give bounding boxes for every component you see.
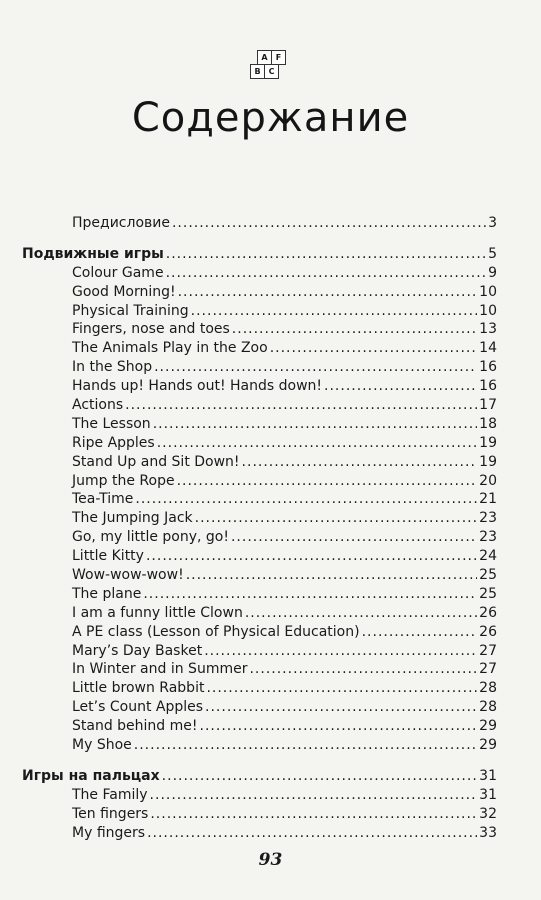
toc-entry-label: In the Shop (72, 359, 153, 376)
toc-entry (22, 824, 497, 843)
dot-leader (324, 377, 477, 396)
toc-section-heading (22, 767, 497, 786)
toc-entry (22, 415, 497, 434)
toc-page-number: 20 (479, 472, 497, 489)
abc-blocks-logo (247, 50, 281, 82)
toc-entry-label: Stand behind me! (72, 718, 198, 735)
toc-entry (22, 604, 497, 623)
logo-block: C (264, 64, 279, 79)
toc-page-number: 13 (479, 321, 497, 338)
toc-entry (22, 566, 497, 585)
dot-leader (166, 264, 487, 283)
dot-leader (200, 717, 478, 736)
toc-entry (22, 623, 497, 642)
dot-leader (153, 415, 477, 434)
toc-entry-label: Let’s Count Apples (72, 699, 204, 716)
toc-entry-label: The Lesson (72, 415, 151, 432)
toc-entry-label: Actions (72, 397, 124, 414)
toc-entry (22, 358, 497, 377)
toc-entry (22, 547, 497, 566)
toc-entry (22, 377, 497, 396)
toc-page-number: 27 (479, 642, 497, 659)
toc-entry-label: Ripe Apples (72, 434, 155, 451)
dot-leader (134, 736, 477, 755)
dot-leader (166, 245, 486, 264)
dot-leader (143, 585, 477, 604)
toc-entry (22, 453, 497, 472)
toc-entry (22, 736, 497, 755)
toc-page-number: 19 (479, 434, 497, 451)
toc-entry (22, 509, 497, 528)
toc-page-number: 29 (479, 737, 497, 754)
toc-page-number: 28 (479, 680, 497, 697)
dot-leader (242, 453, 478, 472)
toc-entry-label: The plane (72, 585, 142, 602)
dot-leader (204, 642, 477, 661)
toc-entry-label: Good Morning! (72, 283, 176, 300)
dot-leader (186, 566, 477, 585)
toc-entry-label: My Shoe (72, 737, 132, 754)
dot-leader (205, 698, 477, 717)
toc-entry (22, 585, 497, 604)
toc-entry (22, 528, 497, 547)
toc-page-number: 5 (488, 245, 497, 262)
toc-entry-label: Little brown Rabbit (72, 680, 205, 697)
logo-block: B (250, 64, 265, 79)
toc-section-items (22, 786, 497, 843)
toc-entry-label: A PE class (Lesson of Physical Education) (72, 623, 360, 640)
toc-page-number: 25 (479, 585, 497, 602)
dot-leader (245, 604, 477, 623)
toc-entry-label: Mary’s Day Basket (72, 642, 203, 659)
toc-page-number: 23 (479, 529, 497, 546)
dot-leader (135, 490, 477, 509)
table-of-contents (22, 214, 497, 843)
toc-entry (22, 660, 497, 679)
toc-entry-label: Go, my little pony, go! (72, 529, 229, 546)
toc-page-number: 10 (479, 283, 497, 300)
toc-entry (22, 490, 497, 509)
toc-page-number: 31 (479, 786, 497, 803)
toc-page-number: 26 (479, 604, 497, 621)
toc-page-number: 31 (479, 767, 497, 784)
toc-entry-label: Ten fingers (72, 805, 149, 822)
toc-entry-label: Предисловие (72, 215, 170, 231)
toc-page-number: 10 (479, 302, 497, 319)
toc-page-number: 28 (479, 699, 497, 716)
toc-entry (22, 396, 497, 415)
toc-page-number: 18 (479, 415, 497, 432)
toc-entry (22, 320, 497, 339)
dot-leader (125, 396, 477, 415)
dot-leader (362, 623, 478, 642)
toc-entry (22, 805, 497, 824)
toc-entry (22, 679, 497, 698)
toc-entry-label: Little Kitty (72, 548, 144, 565)
toc-page-number: 9 (488, 264, 497, 281)
toc-entry-label: Physical Training (72, 302, 189, 319)
toc-entry-label: Wow-wow-wow! (72, 567, 184, 584)
toc-entry-label: Hands up! Hands out! Hands down! (72, 378, 323, 395)
toc-entry (22, 264, 497, 283)
toc-page-number: 14 (479, 340, 497, 357)
toc-entry-label: I am a funny little Clown (72, 604, 243, 621)
dot-leader (191, 302, 478, 321)
toc-entry-preface (22, 214, 497, 233)
page-title: Содержание (131, 95, 410, 141)
toc-page-number: 24 (479, 548, 497, 565)
toc-page-number: 16 (479, 359, 497, 376)
toc-page-number: 3 (488, 215, 497, 231)
dot-leader (157, 434, 477, 453)
toc-entry-label: Stand Up and Sit Down! (72, 453, 240, 470)
toc-entry-label: Fingers, nose and toes (72, 321, 230, 338)
logo-block: F (271, 50, 286, 65)
toc-page-number: 27 (479, 661, 497, 678)
dot-leader (154, 358, 477, 377)
toc-entry-label: The Family (72, 786, 148, 803)
toc-entry-label: Jump the Rope (72, 472, 175, 489)
toc-entry (22, 302, 497, 321)
dot-leader (232, 320, 477, 339)
dot-leader (249, 660, 477, 679)
toc-entry (22, 642, 497, 661)
toc-entry-label: Colour Game (72, 264, 164, 281)
toc-page-number: 26 (479, 623, 497, 640)
dot-leader (150, 786, 478, 805)
toc-entry (22, 472, 497, 491)
toc-page-number: 19 (479, 453, 497, 470)
dot-leader (162, 767, 478, 786)
toc-entry (22, 717, 497, 736)
toc-page-number: 21 (479, 491, 497, 508)
toc-entry-label: My fingers (72, 824, 146, 841)
toc-entry (22, 786, 497, 805)
toc-section-items (22, 264, 497, 755)
page-number: 93 (258, 850, 283, 870)
toc-entry (22, 283, 497, 302)
dot-leader (195, 509, 478, 528)
dot-leader (270, 339, 477, 358)
dot-leader (178, 283, 478, 302)
dot-leader (172, 214, 486, 233)
toc-entry (22, 434, 497, 453)
logo-block: A (257, 50, 272, 65)
toc-page-number: 17 (479, 397, 497, 414)
dot-leader (177, 472, 478, 491)
dot-leader (147, 824, 477, 843)
toc-entry (22, 698, 497, 717)
toc-page-number: 25 (479, 567, 497, 584)
toc-entry-label: In Winter and in Summer (72, 661, 248, 678)
toc-section-label: Игры на пальцах (22, 767, 160, 784)
toc-page-number: 23 (479, 510, 497, 527)
toc-entry-label: The Jumping Jack (72, 510, 193, 527)
toc-page-number: 29 (479, 718, 497, 735)
toc-entry-label: Tea-Time (72, 491, 134, 508)
toc-page-number: 16 (479, 378, 497, 395)
dot-leader (146, 547, 477, 566)
toc-page-number: 33 (479, 824, 497, 841)
toc-entry-label: The Animals Play in the Zoo (72, 340, 268, 357)
toc-section-label: Подвижные игры (22, 245, 164, 262)
dot-leader (206, 679, 477, 698)
toc-section-heading (22, 245, 497, 264)
toc-page-number: 32 (479, 805, 497, 822)
dot-leader (150, 805, 477, 824)
dot-leader (231, 528, 477, 547)
toc-entry (22, 339, 497, 358)
